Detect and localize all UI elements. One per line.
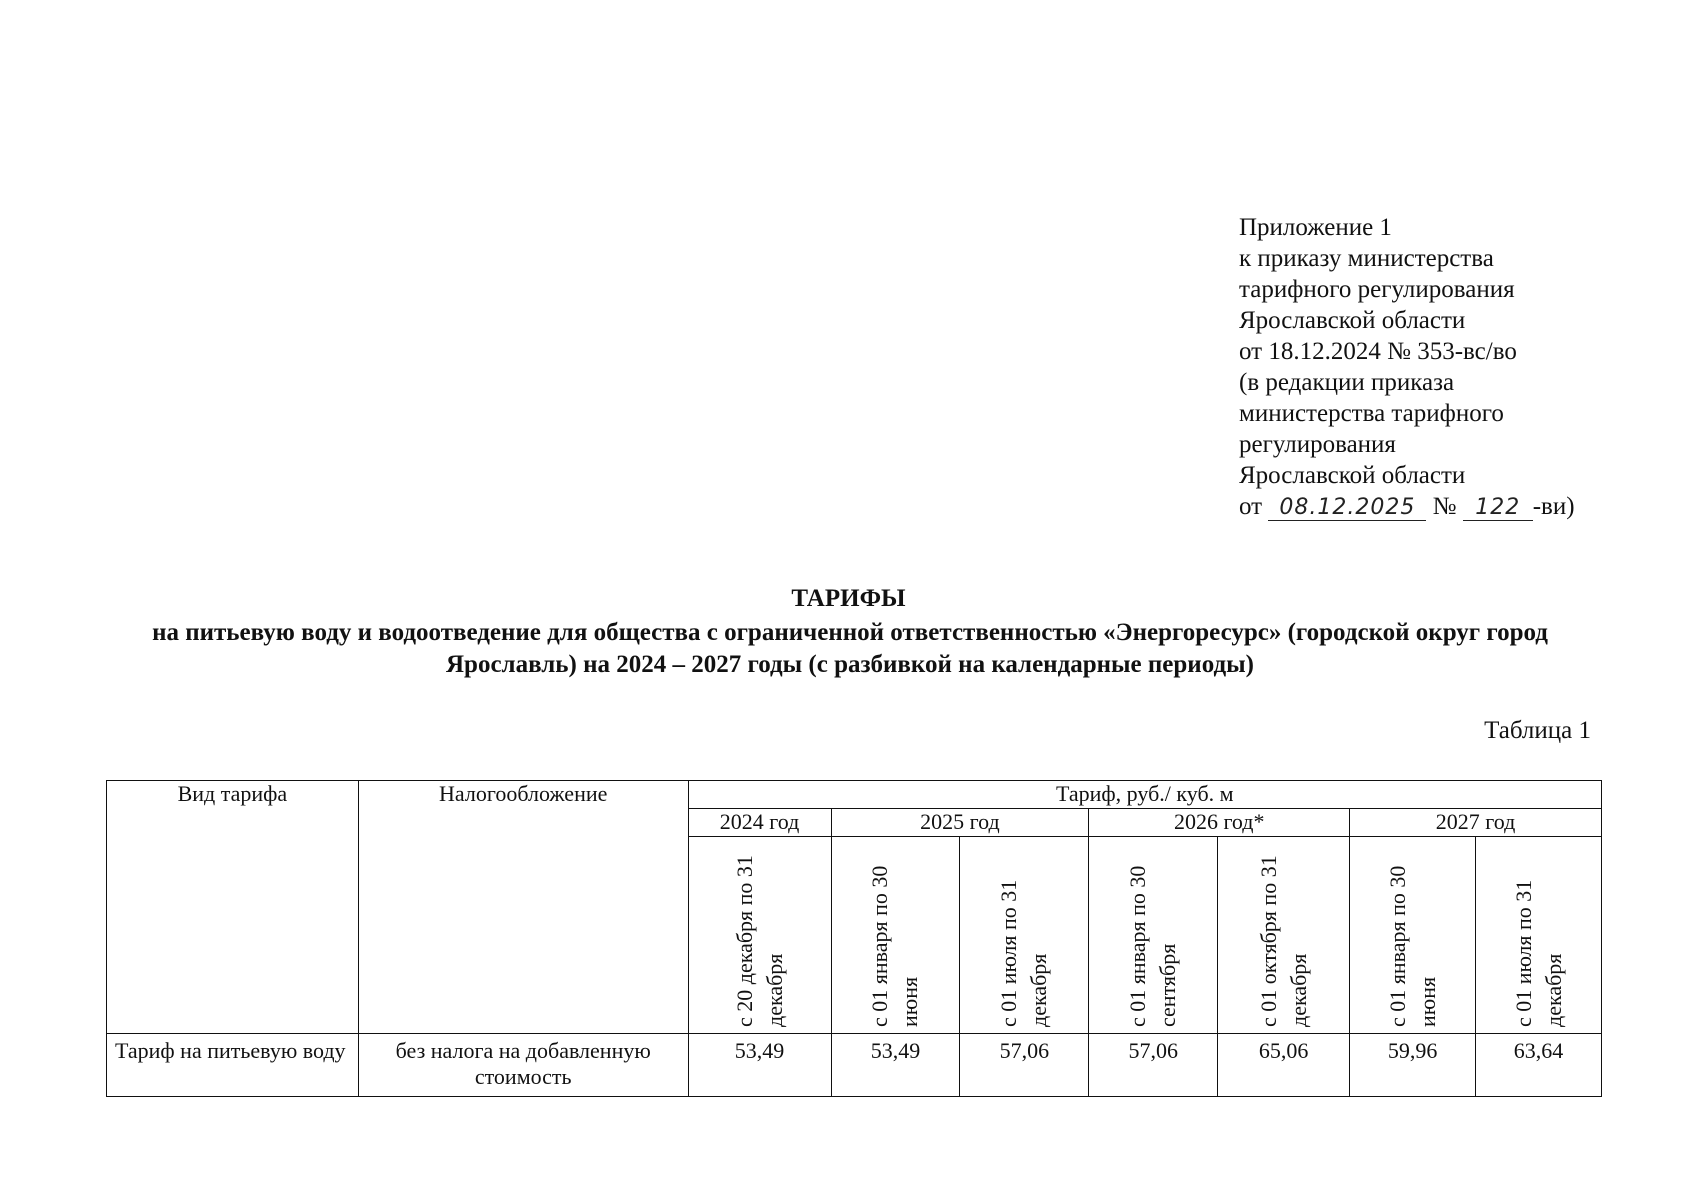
header-period [688,837,831,1034]
header-row [107,781,1602,809]
period-label: с 01 января по 30 июня [1384,865,1440,1027]
appendix-block [1239,212,1575,522]
cell-value: 59,96 [1350,1034,1476,1097]
header-year: 2025 год [831,809,1089,837]
appendix-line: Приложение 1 [1239,214,1392,241]
document-title: ТАРИФЫ [791,585,906,612]
document-subtitle: на питьевую воду и водоотведение для общества с ограниченной ответственностью «Энергоресурс» (городской округ город Ярославль) на 2024 – 2027 годы (с разбивкой на календарные периоды) [152,619,1548,678]
amendment-prefix: от [1239,493,1263,520]
cell-tariff-type: Тариф на питьевую воду [107,1034,359,1097]
header-taxation: Налогообложение [358,781,688,1034]
header-year: 2024 год [688,809,831,837]
period-label: с 01 октября по 31 декабря [1255,855,1311,1027]
cell-value: 57,06 [960,1034,1089,1097]
cell-value: 57,06 [1089,1034,1218,1097]
header-period [1218,837,1350,1034]
period-label: с 01 января по 30 сентября [1125,865,1181,1027]
header-period [1350,837,1476,1034]
header-tariff-type: Вид тарифа [107,781,359,1034]
period-label: с 01 июля по 31 декабря [996,879,1052,1027]
header-tariff: Тариф, руб./ куб. м [688,781,1601,809]
tariffs-table [106,780,1602,1097]
cell-value: 65,06 [1218,1034,1350,1097]
cell-value: 53,49 [688,1034,831,1097]
header-period [960,837,1089,1034]
cell-value: 63,64 [1476,1034,1602,1097]
table-row [107,1034,1602,1097]
header-period [1476,837,1602,1034]
header-period [831,837,960,1034]
appendix-line: регулирования [1239,431,1396,458]
period-label: с 01 июля по 31 декабря [1510,879,1566,1027]
header-period [1089,837,1218,1034]
table-caption: Таблица 1 [1484,717,1591,744]
appendix-line: (в редакции приказа [1239,369,1455,396]
number-sign: № [1432,493,1457,520]
header-year: 2027 год [1350,809,1602,837]
cell-taxation: без налога на добавленную стоимость [358,1034,688,1097]
appendix-line: тарифного регулирования [1239,276,1515,303]
header-year: 2026 год* [1089,809,1350,837]
appendix-line: к приказу министерства [1239,245,1494,272]
amendment-suffix: -ви) [1532,493,1575,520]
period-label: с 20 декабря по 31 декабря [731,855,787,1027]
period-label: с 01 января по 30 июня [867,865,923,1027]
appendix-line: министерства тарифного [1239,400,1504,427]
appendix-line: Ярославской области [1239,307,1466,334]
appendix-amendment-line [1239,491,1575,522]
appendix-line: Ярославской области [1239,462,1466,489]
handwritten-date: 08.12.2025 [1268,496,1426,521]
cell-value: 53,49 [831,1034,960,1097]
handwritten-number: 122 [1463,496,1533,521]
appendix-line: от 18.12.2024 № 353-вс/во [1239,338,1517,365]
